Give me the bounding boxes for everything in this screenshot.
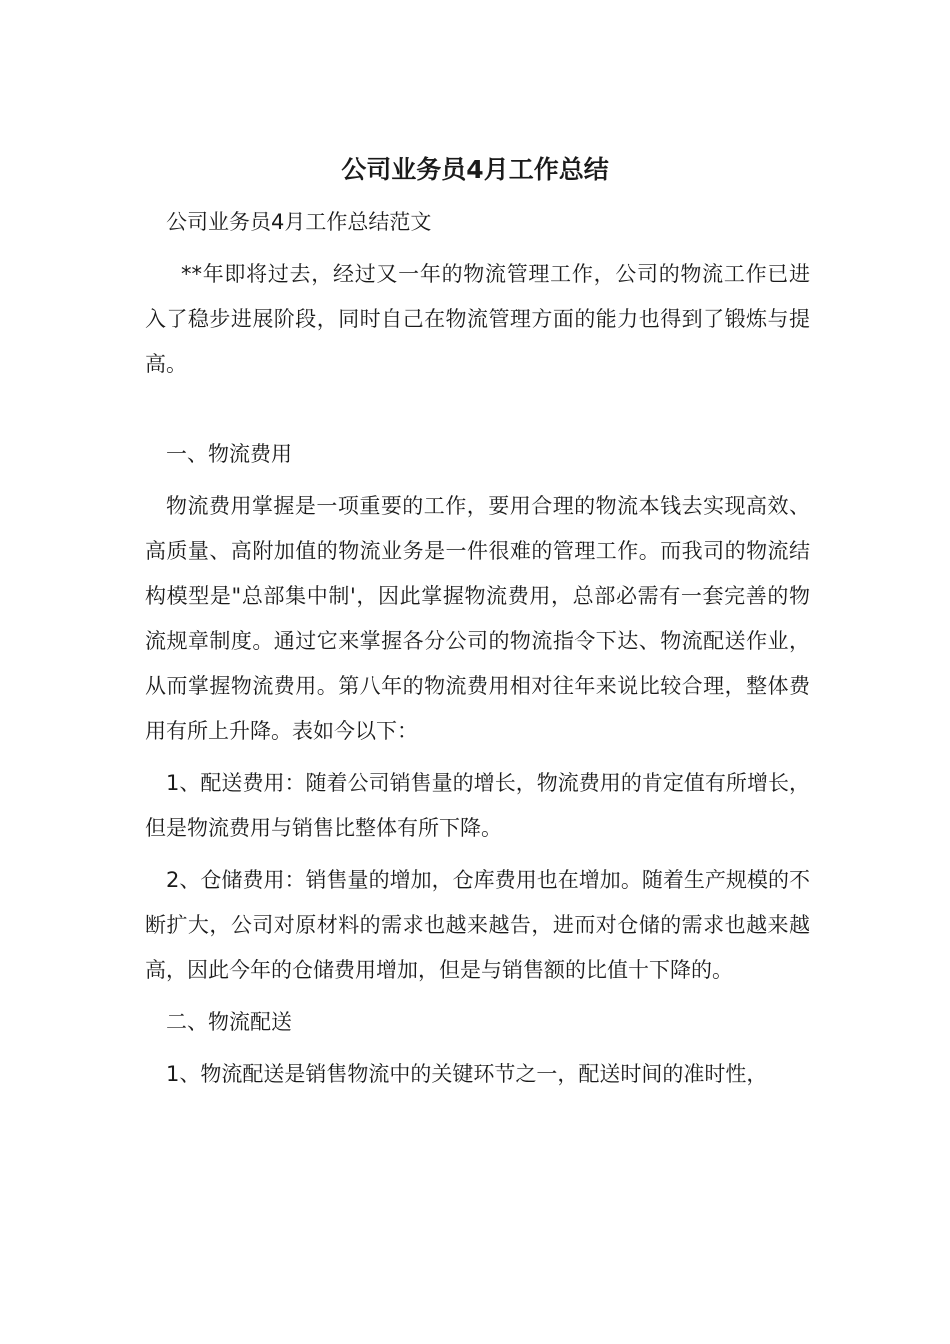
section-heading-logistics-delivery: 二、物流配送: [166, 1010, 292, 1034]
section-heading-logistics-cost: 一、物流费用: [166, 442, 292, 466]
paragraph-gap: [145, 394, 810, 432]
list-item-delivery-timing: 1、物流配送是销售物流中的关键环节之一，配送时间的准时性，: [166, 1062, 768, 1086]
list-item-delivery-cost: 1、配送费用：随着公司销售量的增长，物流费用的肯定值有所增长，但是物流费用与销售比整体有所下降。: [145, 771, 810, 840]
intro-paragraph: **年即将过去，经过又一年的物流管理工作，公司的物流工作已进入了稳步进展阶段，同时自己在物流管理方面的能力也得到了锻炼与提高。: [145, 262, 810, 376]
document-subtitle: 公司业务员4月工作总结范文: [166, 210, 432, 234]
section-body-logistics-cost: 物流费用掌握是一项重要的工作，要用合理的物流本钱去实现高效、高质量、高附加值的物流业务是一件很难的管理工作。而我司的物流结构模型是"总部集中制'，因此掌握物流费用，总部必需有一套完善的物流规章制度。通过它来掌握各分公司的物流指令下达、物流配送作业，从而掌握物流费用。第八年的物流费用相对往年来说比较合理，整体费用有所上升降。表如今以下：: [145, 494, 810, 743]
document-title: 公司业务员4月工作总结: [341, 155, 609, 184]
document-body: [145, 200, 810, 1104]
list-item-storage-cost: 2、仓储费用：销售量的增加，仓库费用也在增加。随着生产规模的不断扩大，公司对原材料的需求也越来越告，进而对仓储的需求也越来越高，因此今年的仓储费用增加，但是与销售额的比值十下降的。: [145, 868, 810, 982]
